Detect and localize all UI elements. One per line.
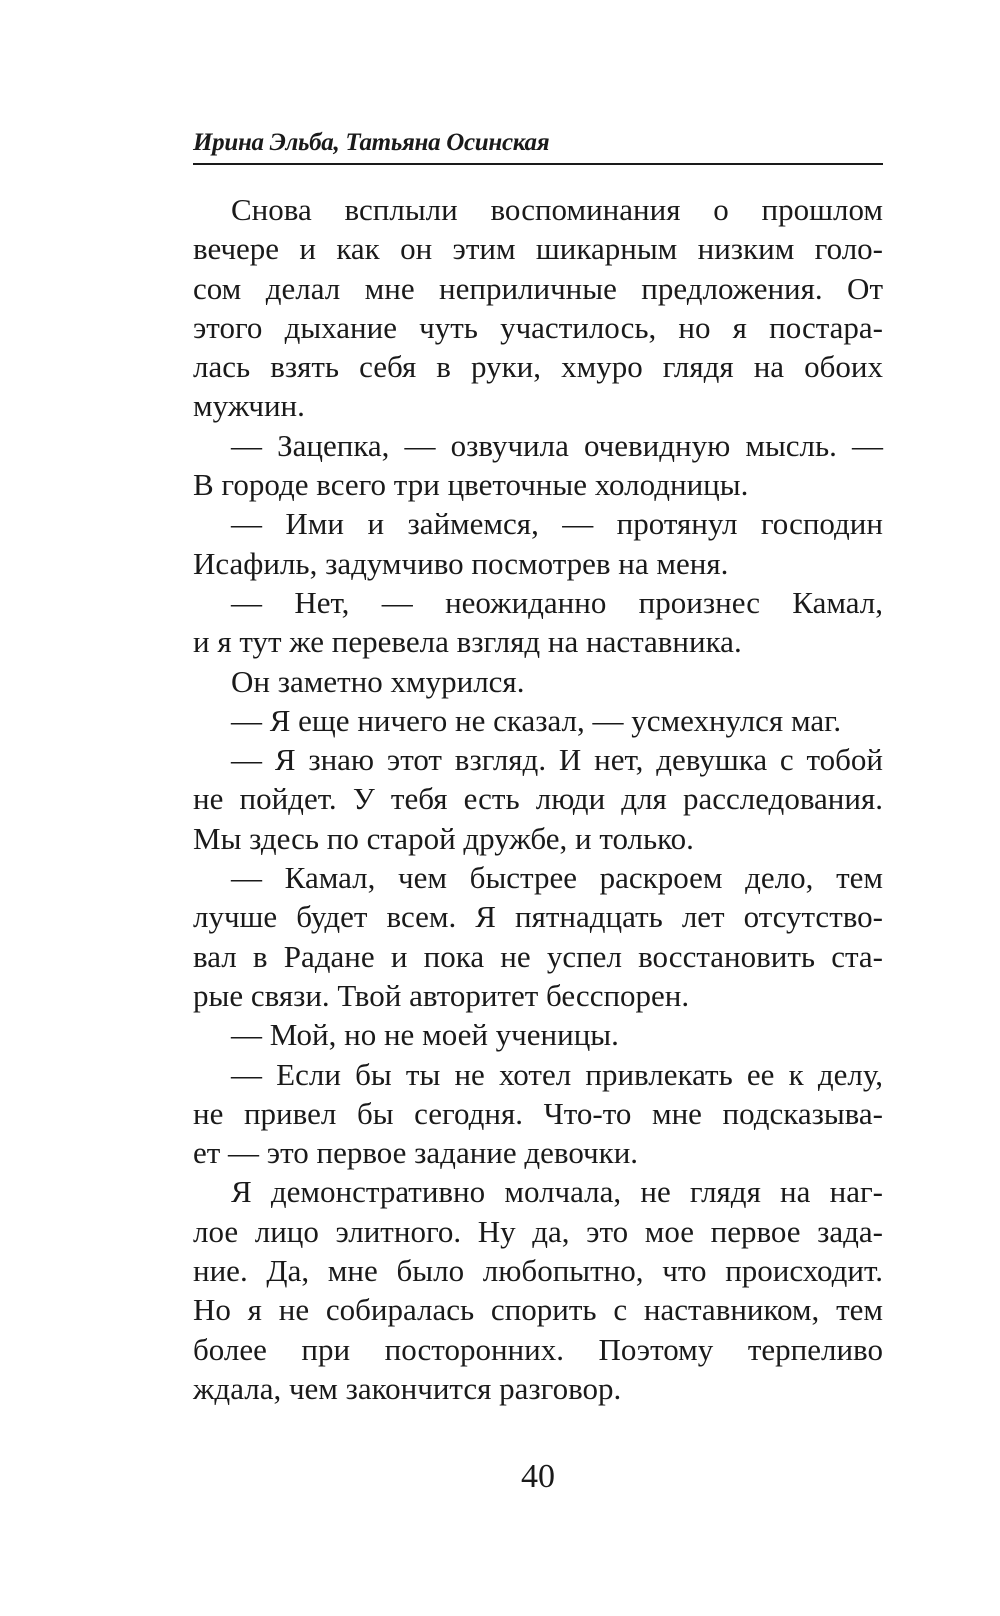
text-line: мужчин. bbox=[193, 388, 305, 424]
text-line: лое лицо элитного. Ну да, это мое первое зада- bbox=[193, 1213, 883, 1249]
text-line: ет — это первое задание девочки. bbox=[193, 1135, 639, 1171]
text-line: более при посторонних. Поэтому терпеливо bbox=[193, 1331, 883, 1367]
text-line: и я тут же перевела взгляд на наставника. bbox=[193, 624, 742, 660]
text-line: Мы здесь по старой дружбе, и только. bbox=[193, 820, 694, 856]
running-head: Ирина Эльба, Татьяна Осинская bbox=[193, 129, 550, 156]
text-line: — Я знаю этот взгляд. И нет, девушка с тобой bbox=[231, 742, 883, 778]
text-line: Исафиль, задумчиво посмотрев на меня. bbox=[193, 545, 729, 581]
text-line: ние. Да, мне было любопытно, что происходит. bbox=[193, 1253, 883, 1289]
text-line: рые связи. Твой авторитет бесспорен. bbox=[193, 977, 690, 1013]
text-line: вечере и как он этим шикарным низким голо- bbox=[193, 231, 883, 267]
text-line: — Мой, но не моей ученицы. bbox=[231, 1017, 619, 1053]
text-line: — Зацепка, — озвучила очевидную мысль. — bbox=[231, 427, 883, 463]
page-number: 40 bbox=[521, 1458, 555, 1495]
text-line: Я демонстративно молчала, не глядя на наг- bbox=[231, 1174, 883, 1210]
text-line: — Нет, — неожиданно произнес Камал, bbox=[231, 584, 883, 620]
text-line: сом делал мне неприличные предложения. От bbox=[193, 270, 883, 306]
text-line: В городе всего три цветочные холодницы. bbox=[193, 467, 749, 503]
text-line: — Я еще ничего не сказал, — усмехнулся маг. bbox=[231, 702, 842, 738]
text-line: не пойдет. У тебя есть люди для расследования. bbox=[193, 781, 883, 817]
header-rule bbox=[193, 163, 883, 165]
text-line: не привел бы сегодня. Что-то мне подсказыва- bbox=[193, 1095, 883, 1131]
text-line: этого дыхание чуть участилось, но я постара- bbox=[193, 309, 883, 345]
text-line: — Ими и займемся, — протянул господин bbox=[231, 506, 883, 542]
text-line: лась взять себя в руки, хмуро глядя на обоих bbox=[193, 349, 883, 385]
text-line: лучше будет всем. Я пятнадцать лет отсутство- bbox=[193, 899, 883, 935]
text-line: Он заметно хмурился. bbox=[231, 663, 525, 699]
text-line: — Камал, чем быстрее раскроем дело, тем bbox=[231, 860, 883, 896]
text-line: Снова всплыли воспоминания о прошлом bbox=[231, 192, 883, 227]
text-line: Но я не собиралась спорить с наставником, тем bbox=[193, 1292, 883, 1328]
body-text bbox=[193, 190, 883, 1408]
text-line: — Если бы ты не хотел привлекать ее к делу, bbox=[231, 1056, 883, 1092]
text-line: ждала, чем закончится разговор. bbox=[193, 1370, 622, 1406]
text-line: вал в Радане и пока не успел восстановить ста- bbox=[193, 938, 883, 974]
